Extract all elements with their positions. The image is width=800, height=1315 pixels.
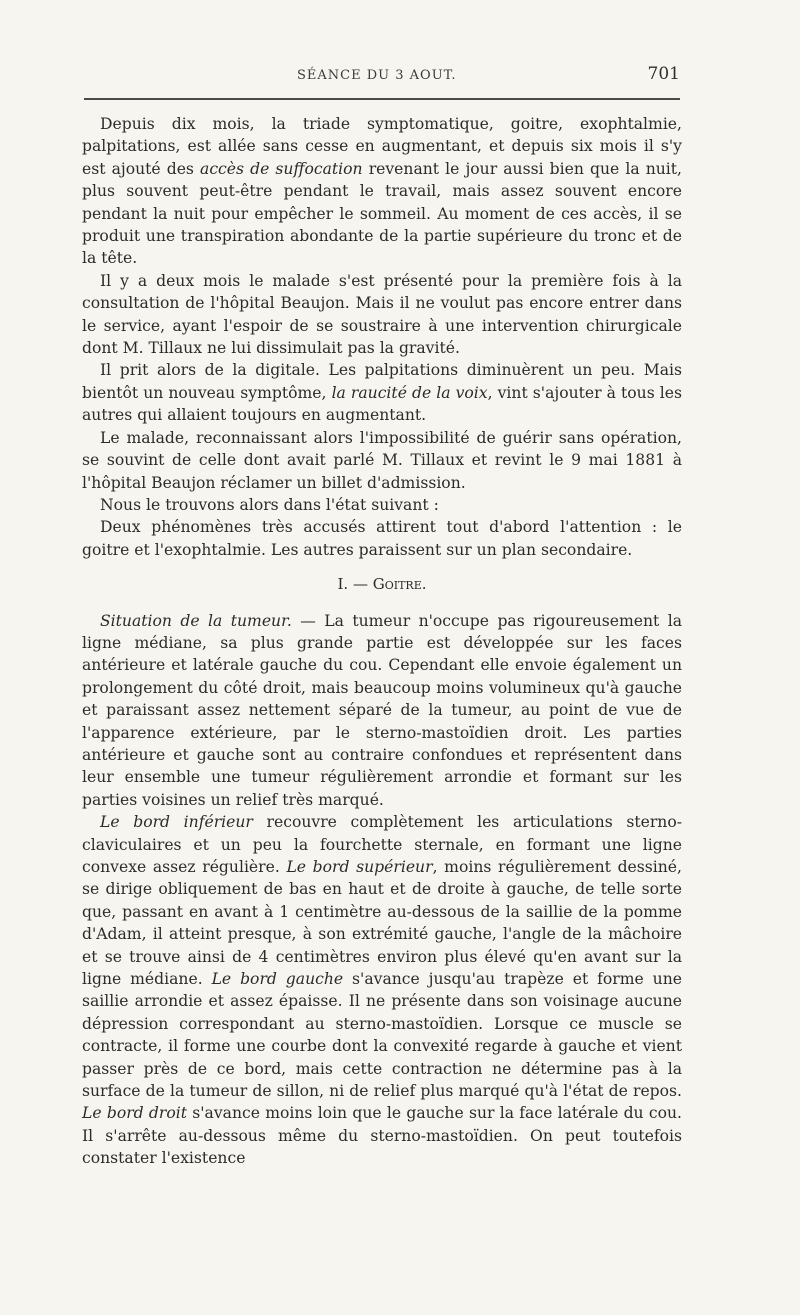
header-rule — [84, 98, 680, 100]
paragraph: Le malade, reconnaissant alors l'impossibilité de guérir sans opération, se souvint de celle dont avait parlé M. Tillaux et revint le 9 mai 1881 à l'hôpital Beaujon réclamer un billet d'admission. — [82, 428, 682, 492]
page-header — [82, 64, 682, 94]
italic-phrase: accès de suffocation — [200, 159, 363, 178]
running-title: SÉANCE DU 3 AOUT. — [297, 68, 457, 83]
paragraph: Il y a deux mois le malade s'est présenté pour la première fois à la consultation de l'hôpital Beaujon. Mais il ne voulut pas encore entrer dans le service, ayant l'espoir de se soustraire à une intervention chirurgicale dont M. Tillaux ne lui dissimulait pas la gravité. — [82, 271, 682, 358]
italic-phrase: la raucité de la voix — [331, 383, 488, 402]
paragraph: Il prit alors de la digitale. Les palpitations diminuèrent un peu. Mais bientôt un nouveau symptôme, la raucité de la voix, vint s'ajouter à tous les autres qui allaient toujours en augmentant. — [82, 361, 682, 425]
paragraph: Le bord inférieur recouvre complètement les articulations sterno-claviculaires et un peu la fourchette sternale, en formant une ligne convexe assez régulière. Le bord supérieur, moins régulièrement dessiné, se dirige obliquement de bas en haut et de droite à gauche, de telle sorte que, passant en avant à 1 centimètre au-dessous de la saillie de la pomme d'Adam, il atteint presque, à son extrémité gauche, l'angle de la mâchoire et se trouve ainsi de 4 centimètres environ plus élevé qu'en avant sur la ligne médiane. Le bord gauche s'avance jusqu'au trapèze et forme une saillie arrondie et assez épaisse. Il ne présente dans son voisinage aucune dépression correspondant au sterno-mastoïdien. Lorsque ce muscle se contracte, il forme une courbe dont la convexité regarde à gauche et vient passer près de ce bord, mais cette contraction ne détermine pas à la surface de la tumeur de sillon, ni de relief plus marqué qu'à l'état de repos. Le bord droit s'avance moins loin que le gauche sur la face latérale du cou. Il s'arrête au-dessous même du sterno-mastoïdien. On peut toutefois constater l'existence — [82, 813, 682, 1168]
italic-phrase: Situation de la tumeur. — [100, 611, 292, 630]
italic-phrase: Le bord droit — [82, 1104, 187, 1123]
paragraph: Deux phénomènes très accusés attirent tout d'abord l'attention : le goitre et l'exophtalmie. Les autres paraissent sur un plan secondaire. — [82, 518, 682, 559]
body-text — [82, 113, 682, 1170]
italic-phrase: Le bord gauche — [211, 970, 344, 989]
paragraph: Situation de la tumeur. — La tumeur n'occupe pas rigoureusement la ligne médiane, sa plus grande partie est développée sur les faces antérieure et latérale gauche du cou. Cependant elle envoie également un prolongement du côté droit, mais beaucoup moins volumineux qu'à gauche et paraissant assez nettement séparé de la tumeur, au point de vue de l'apparence extérieure, par le sterno-mastoïdien droit. Les parties antérieure et gauche sont au contraire confondues et représentent dans leur ensemble une tumeur régulièrement arrondie et formant sur les parties voisines un relief très marqué. — [82, 611, 682, 809]
section-heading: I. — Goitre. — [337, 575, 427, 594]
paragraph: Nous le trouvons alors dans l'état suivant : — [100, 495, 439, 514]
page-number: 701 — [647, 64, 680, 84]
paragraph: Depuis dix mois, la triade symptomatique, goitre, exophtalmie, palpitations, est allée sans cesse en augmentant, et depuis six mois il s'y est ajouté des accès de suffocation revenant le jour aussi bien que la nuit, plus souvent peut-être pendant le travail, mais assez souvent encore pendant la nuit pour empêcher le sommeil. Au moment de ces accès, il se produit une transpiration abondante de la partie supérieure du tronc et de la tête. — [82, 115, 682, 268]
italic-phrase: Le bord supérieur — [286, 858, 433, 876]
italic-phrase: Le bord inférieur — [100, 813, 253, 832]
